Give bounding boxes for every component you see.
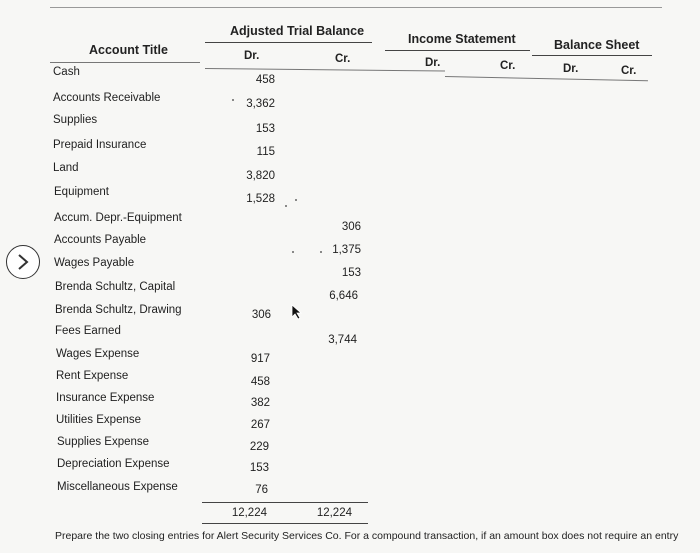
account-title: Land [53, 162, 79, 174]
account-title: Insurance Expense [56, 392, 155, 404]
account-title: Rent Expense [56, 370, 129, 382]
atb-debit-amount: 3,362 [246, 98, 275, 110]
atb-debit-amount: 153 [249, 462, 269, 474]
stray-dot [320, 251, 322, 253]
atb-credit-amount: 1,375 [332, 244, 361, 256]
atb-credit-total: 12,224 [316, 507, 352, 519]
bs-dr-header: Dr. [563, 63, 579, 75]
account-title: Accum. Depr.-Equipment [54, 212, 182, 224]
header-account-title: Account Title [89, 43, 168, 57]
instruction-text: Prepare the two closing entries for Alert Security Services Co. For a compound transaction, if an amount box does not require an entry [55, 530, 679, 542]
atb-credit-amount: 6,646 [329, 290, 358, 302]
atb-credit-amount: 153 [341, 267, 361, 279]
atb-debit-amount: 3,820 [246, 170, 275, 182]
atb-debit-amount: 76 [255, 484, 268, 496]
account-title: Accounts Payable [54, 234, 147, 246]
atb-debit-amount: 1,528 [246, 193, 275, 205]
bs-cr-header: Cr. [621, 65, 637, 77]
atb-dr-header: Dr. [244, 50, 260, 62]
mouse-cursor-icon [291, 304, 303, 320]
header-income-statement: Income Statement [408, 32, 516, 46]
header-balance-sheet: Balance Sheet [554, 38, 640, 52]
account-title: Equipment [54, 186, 109, 198]
account-title: Cash [53, 66, 80, 78]
stray-dot [232, 99, 234, 101]
atb-debit-amount: 382 [250, 397, 270, 409]
account-title: Prepaid Insurance [53, 139, 147, 151]
account-title: Brenda Schultz, Drawing [55, 304, 182, 316]
account-title: Brenda Schultz, Capital [55, 281, 176, 293]
atb-debit-amount: 917 [250, 353, 270, 365]
atb-debit-amount: 458 [250, 376, 270, 388]
account-title: Accounts Receivable [53, 92, 161, 104]
atb-cr-header: Cr. [335, 53, 351, 65]
atb-credit-amount: 3,744 [328, 334, 357, 346]
next-question-button[interactable] [6, 245, 40, 279]
atb-debit-amount: 153 [255, 123, 275, 135]
atb-debit-amount: 115 [256, 146, 275, 158]
atb-credit-amount: 306 [341, 221, 361, 233]
stray-dot [292, 251, 294, 253]
account-title: Supplies Expense [57, 436, 150, 448]
account-title: Depreciation Expense [57, 458, 170, 470]
is-cr-header: Cr. [500, 60, 516, 72]
stray-dot [285, 205, 287, 207]
atb-debit-amount: 306 [251, 309, 271, 321]
atb-debit-amount: 267 [250, 419, 270, 431]
account-title: Utilities Expense [56, 414, 142, 426]
account-title: Supplies [53, 114, 98, 126]
atb-debit-amount: 458 [255, 74, 275, 86]
account-title: Wages Expense [56, 348, 140, 360]
account-title: Miscellaneous Expense [57, 481, 178, 493]
stray-dot [295, 199, 297, 201]
header-adjusted-trial-balance: Adjusted Trial Balance [230, 24, 365, 38]
account-title: Wages Payable [54, 257, 135, 269]
atb-debit-total: 12,224 [231, 507, 267, 519]
atb-debit-amount: 229 [249, 441, 269, 453]
is-dr-header: Dr. [425, 57, 441, 69]
chevron-right-icon [15, 253, 31, 271]
account-title: Fees Earned [55, 325, 121, 337]
